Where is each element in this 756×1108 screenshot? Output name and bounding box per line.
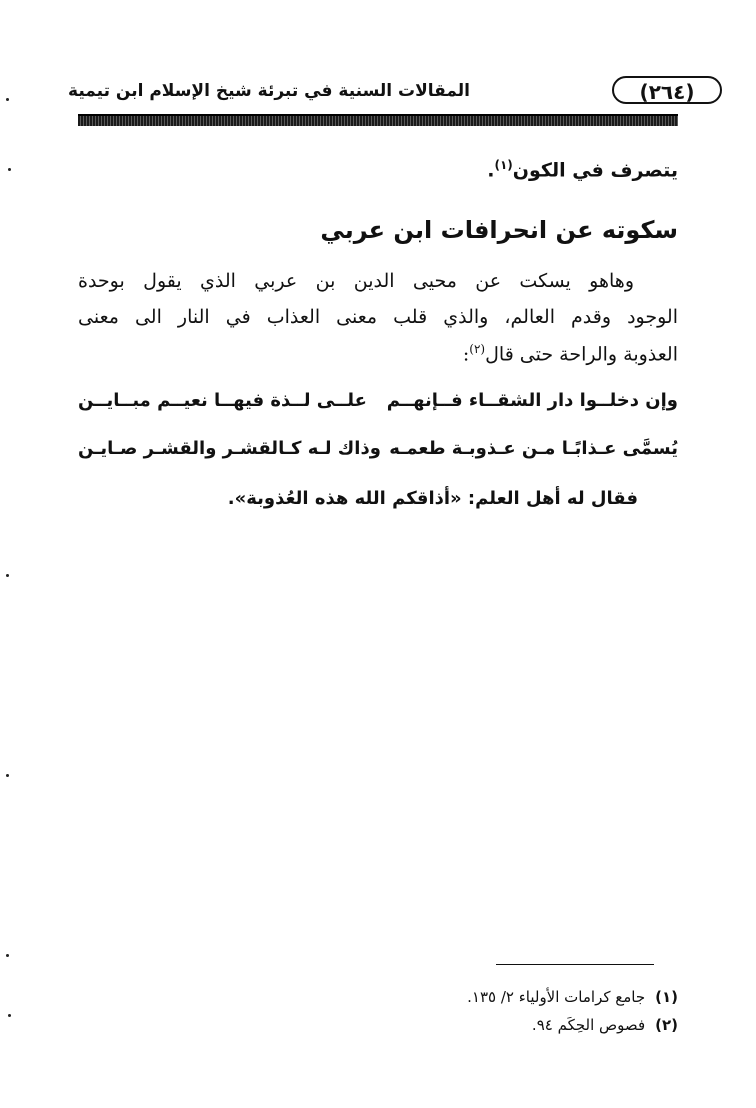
paragraph-line-3-text: العذوبة والراحة حتى قال: [485, 343, 678, 366]
paragraph-line-3-end: :: [462, 343, 470, 366]
header-rule: [78, 114, 678, 126]
paragraph-line-2: الوجود وقدم العالم، والذي قلب معنى العذاب في النار الى معنى: [78, 306, 678, 328]
continued-line-end: .: [487, 159, 495, 182]
scan-speck: [6, 954, 9, 957]
page-header: [68, 72, 695, 112]
continued-line: [487, 158, 678, 181]
footnote-2: [532, 1016, 678, 1034]
continued-line-text: يتصرف في الكون: [512, 159, 678, 182]
verse-1-second-hemistich: علــى لــذة فيهــا نعيــم مبــايــن: [78, 390, 367, 411]
verse-line-1: [78, 390, 678, 422]
verse-2-first-hemistich: يُسمَّى عـذابًـا مـن عـذوبـة طعمـه: [389, 438, 678, 459]
verse-1-first-hemistich: وإن دخلــوا دار الشقــاء فــإنهــم: [386, 390, 678, 411]
footnote-2-number: (٢): [655, 1016, 678, 1034]
reply-line: فقال له أهل العلم: «أذاقكم الله هذه العُذوبة».: [227, 488, 638, 509]
verse-line-2: [78, 438, 678, 470]
scan-speck: [6, 774, 9, 777]
scan-speck: [8, 1014, 11, 1017]
page-number: (٢٦٤): [612, 76, 722, 104]
footnote-1-text: جامع كرامات الأولياء ٢/ ١٣٥.: [467, 988, 646, 1006]
scan-speck: [6, 98, 9, 101]
scan-speck: [8, 168, 11, 171]
section-heading: سكوته عن انحرافات ابن عربي: [320, 216, 678, 244]
footnote-1: [467, 988, 678, 1006]
footnote-ref-2: (٢): [469, 342, 486, 356]
paragraph-line-3: [463, 342, 678, 365]
scan-speck: [6, 574, 9, 577]
footnote-1-number: (١): [655, 988, 678, 1006]
footnote-2-text: فصوص الحِكَم ٩٤.: [531, 1016, 646, 1034]
footnote-separator: [496, 964, 654, 965]
verse-2-second-hemistich: وذاك لـه كـالقشـر والقشـر صـايـن: [78, 438, 381, 459]
footnote-ref-1: (١): [494, 158, 513, 172]
running-title: المقالات السنية في تبرئة شيخ الإسلام ابن تيمية: [68, 81, 470, 101]
paragraph-line-1: وهاهو يسكت عن محيى الدين بن عربي الذي يقول بوحدة: [78, 270, 634, 292]
